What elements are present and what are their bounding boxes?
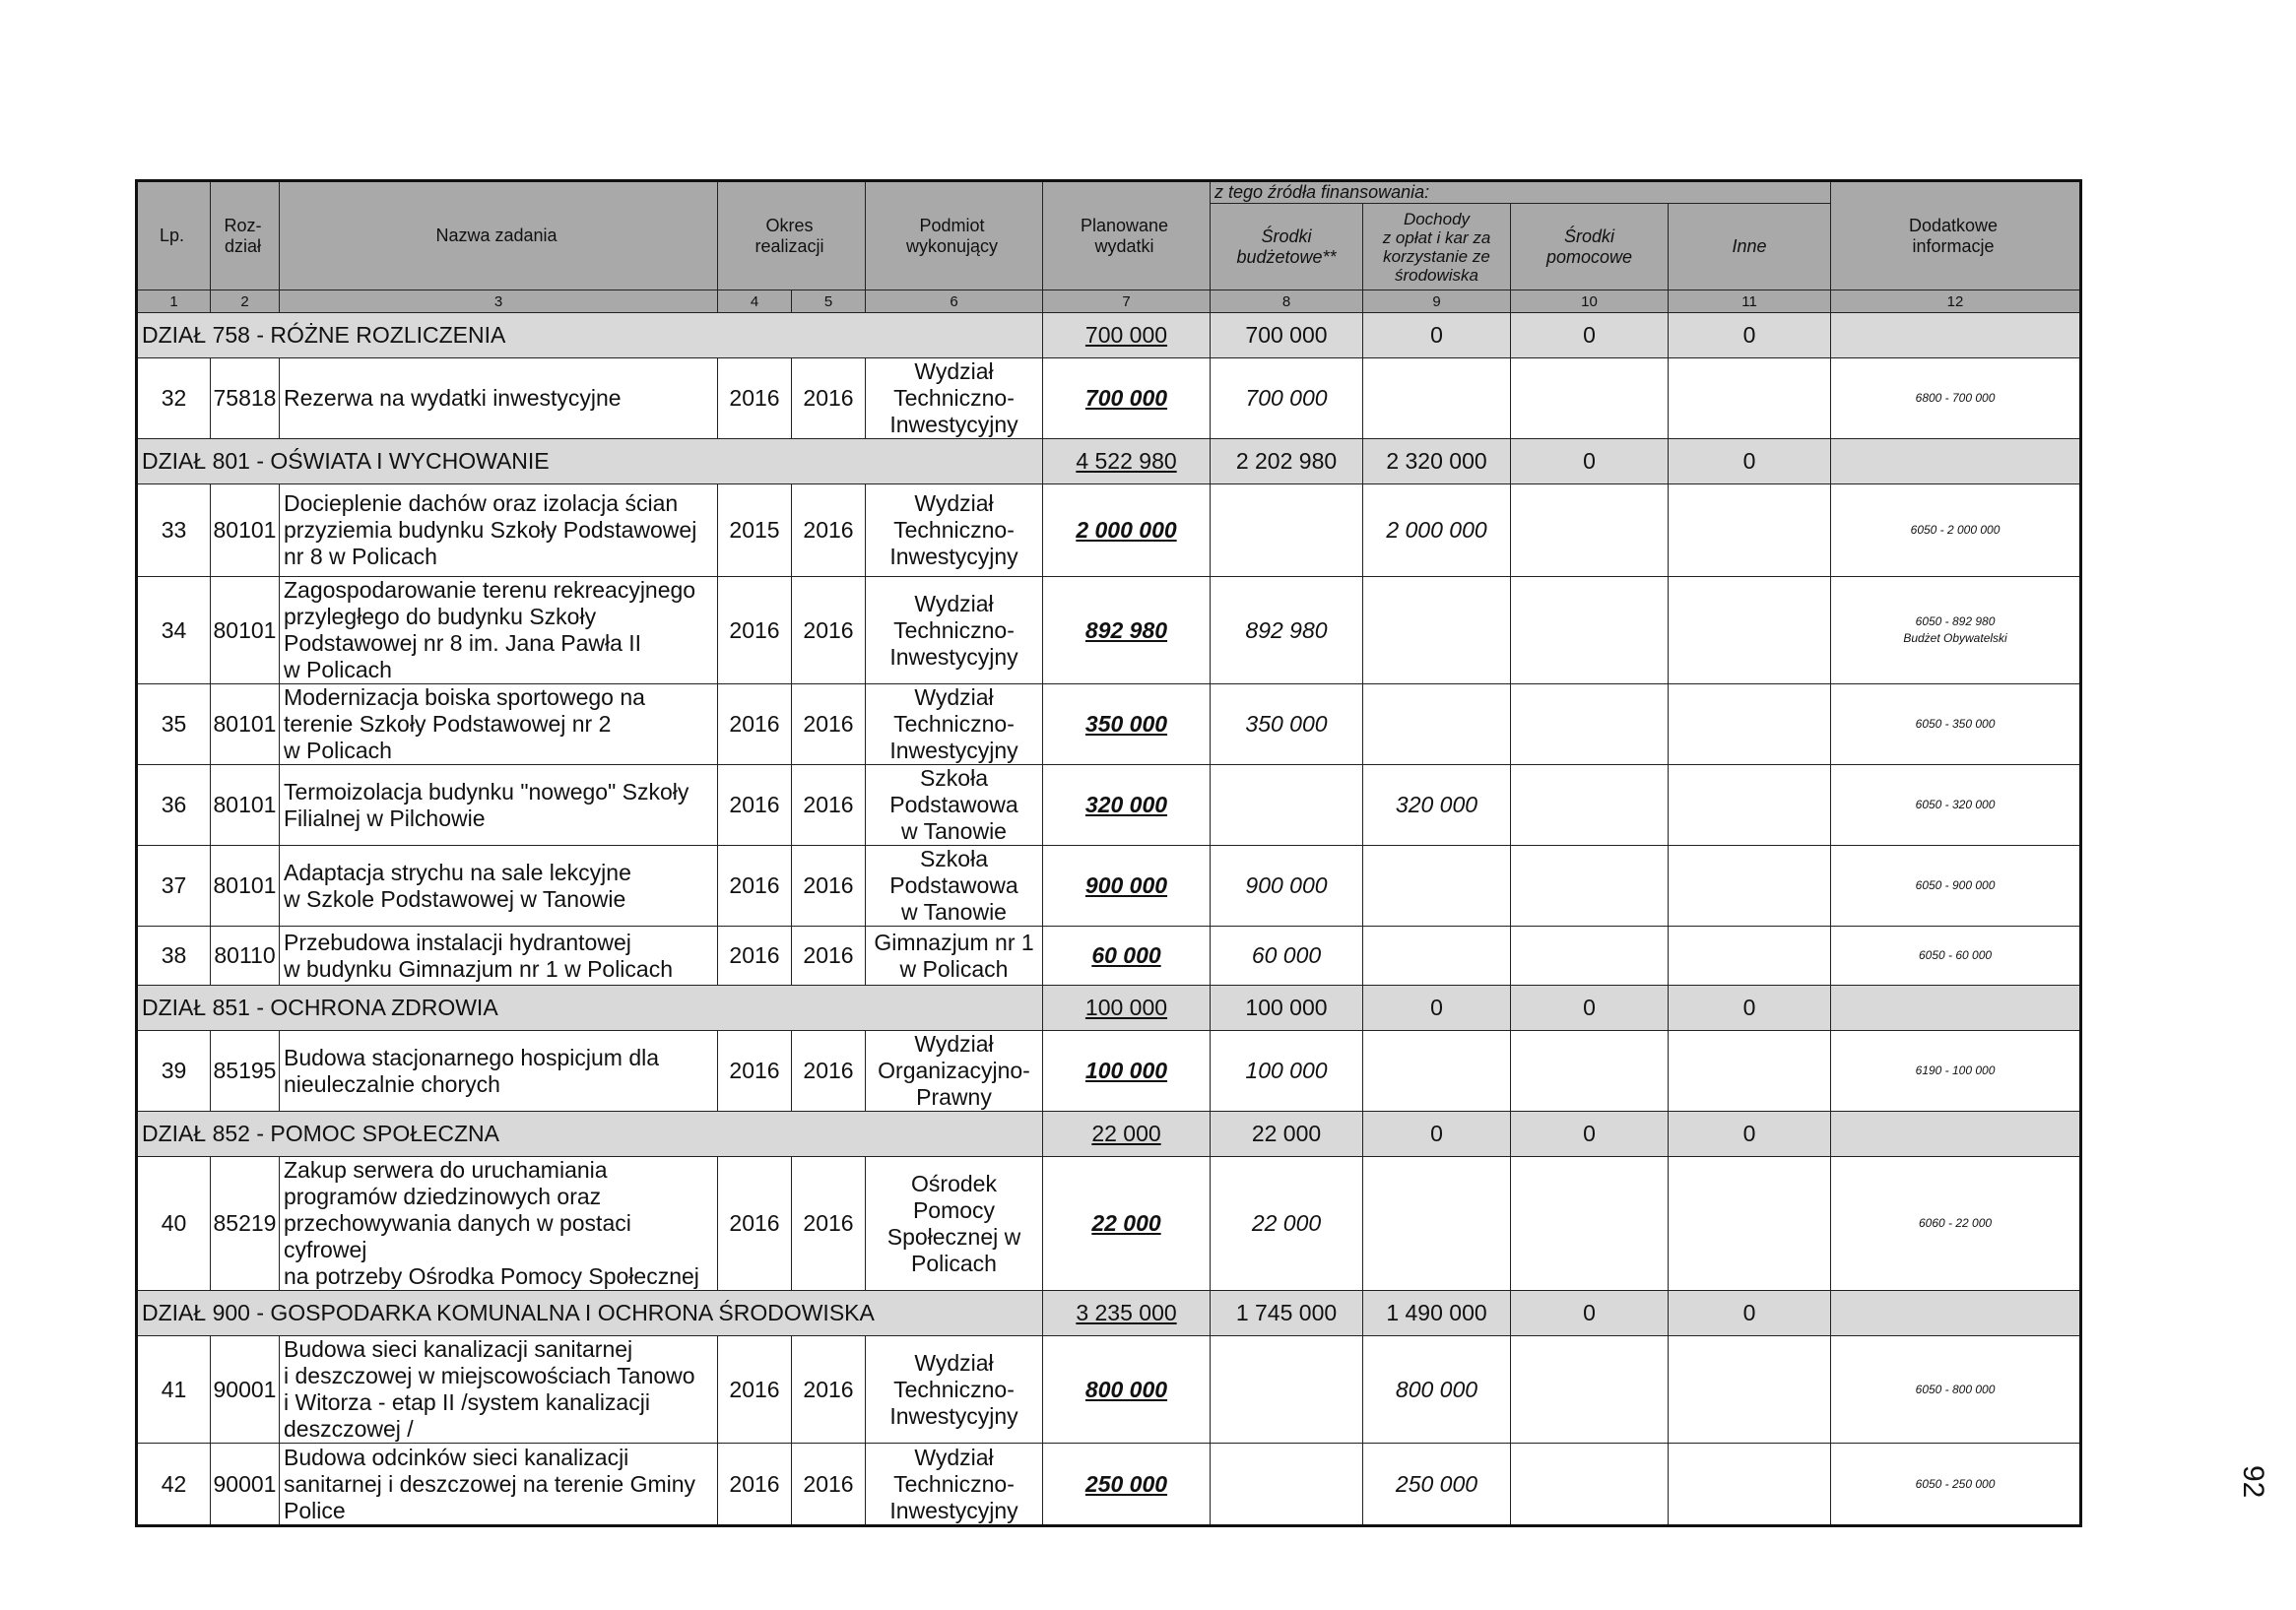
- cell-okres-do: 2016: [792, 358, 866, 439]
- section-info: [1831, 1112, 2081, 1157]
- section-budzetowe: 100 000: [1211, 986, 1363, 1031]
- info-classification: 6050 - 892 980: [1915, 614, 1996, 628]
- cell-podmiot: Ośrodek Pomocy Społecznej w Policach: [866, 1157, 1043, 1291]
- section-dochody: 2 320 000: [1363, 439, 1511, 484]
- cell-info: [1831, 684, 2081, 765]
- cell-planowane: 100 000: [1043, 1031, 1211, 1112]
- cell-inne: [1669, 927, 1831, 986]
- section-budzetowe: 22 000: [1211, 1112, 1363, 1157]
- cell-inne: [1669, 846, 1831, 927]
- cell-budzetowe: 350 000: [1211, 684, 1363, 765]
- col-number: 1: [137, 290, 211, 313]
- table-row: [137, 484, 2081, 577]
- col-number: 12: [1831, 290, 2081, 313]
- table-body: [137, 313, 2081, 1526]
- cell-rozdzial: 80101: [211, 577, 280, 684]
- cell-okres-od: 2016: [718, 846, 792, 927]
- header-planowane: Planowane wydatki: [1043, 181, 1211, 290]
- cell-dochody: 800 000: [1363, 1336, 1511, 1444]
- cell-lp: 33: [137, 484, 211, 577]
- info-classification: 6050 - 320 000: [1915, 798, 1996, 811]
- cell-planowane: 2 000 000: [1043, 484, 1211, 577]
- cell-budzetowe: [1211, 484, 1363, 577]
- info-classification: 6050 - 350 000: [1915, 717, 1996, 731]
- cell-okres-od: 2016: [718, 1157, 792, 1291]
- cell-pomocowe: [1511, 1157, 1669, 1291]
- table-row: [137, 1336, 2081, 1444]
- cell-podmiot: Wydział Techniczno- Inwestycyjny: [866, 358, 1043, 439]
- cell-pomocowe: [1511, 765, 1669, 846]
- section-info: [1831, 313, 2081, 358]
- cell-podmiot: Wydział Techniczno- Inwestycyjny: [866, 1336, 1043, 1444]
- cell-planowane: 250 000: [1043, 1444, 1211, 1526]
- cell-okres-do: 2016: [792, 684, 866, 765]
- cell-podmiot: Szkoła Podstawowa w Tanowie: [866, 846, 1043, 927]
- header-source-group: z tego źródła finansowania:: [1211, 181, 1831, 204]
- section-dochody: 0: [1363, 986, 1511, 1031]
- section-planowane: 4 522 980: [1043, 439, 1211, 484]
- cell-lp: 36: [137, 765, 211, 846]
- cell-rozdzial: 80101: [211, 684, 280, 765]
- section-pomocowe: 0: [1511, 313, 1669, 358]
- cell-pomocowe: [1511, 846, 1669, 927]
- cell-info: [1831, 577, 2081, 684]
- cell-pomocowe: [1511, 577, 1669, 684]
- cell-okres-do: 2016: [792, 1336, 866, 1444]
- cell-inne: [1669, 1336, 1831, 1444]
- header-podmiot: Podmiot wykonujący: [866, 181, 1043, 290]
- cell-inne: [1669, 358, 1831, 439]
- cell-okres-od: 2016: [718, 1336, 792, 1444]
- cell-nazwa: Modernizacja boiska sportowego na terenie Szkoły Podstawowej nr 2 w Policach: [280, 684, 718, 765]
- cell-nazwa: Budowa sieci kanalizacji sanitarnej i deszczowej w miejscowościach Tanowo i Witorza - etap II /system kanalizacji deszczowej /: [280, 1336, 718, 1444]
- table-row: [137, 1444, 2081, 1526]
- section-row: [137, 1291, 2081, 1336]
- cell-planowane: 700 000: [1043, 358, 1211, 439]
- cell-rozdzial: 75818: [211, 358, 280, 439]
- cell-dochody: [1363, 927, 1511, 986]
- header-dochody: Dochody z opłat i kar za korzystanie ze środowiska: [1363, 204, 1511, 290]
- info-classification: 6050 - 900 000: [1915, 878, 1996, 892]
- cell-dochody: 250 000: [1363, 1444, 1511, 1526]
- section-pomocowe: 0: [1511, 439, 1669, 484]
- cell-nazwa: Budowa odcinków sieci kanalizacji sanitarnej i deszczowej na terenie Gminy Police: [280, 1444, 718, 1526]
- cell-budzetowe: [1211, 1444, 1363, 1526]
- cell-inne: [1669, 484, 1831, 577]
- section-inne: 0: [1669, 986, 1831, 1031]
- cell-okres-do: 2016: [792, 846, 866, 927]
- col-number: 11: [1669, 290, 1831, 313]
- section-info: [1831, 1291, 2081, 1336]
- cell-lp: 35: [137, 684, 211, 765]
- section-dochody: 0: [1363, 1112, 1511, 1157]
- cell-dochody: [1363, 684, 1511, 765]
- table-row: [137, 846, 2081, 927]
- col-number: 10: [1511, 290, 1669, 313]
- cell-budzetowe: 22 000: [1211, 1157, 1363, 1291]
- cell-podmiot: Wydział Techniczno- Inwestycyjny: [866, 684, 1043, 765]
- cell-pomocowe: [1511, 927, 1669, 986]
- col-number: 4: [718, 290, 792, 313]
- cell-rozdzial: 90001: [211, 1336, 280, 1444]
- cell-rozdzial: 90001: [211, 1444, 280, 1526]
- cell-okres-od: 2016: [718, 358, 792, 439]
- cell-nazwa: Adaptacja strychu na sale lekcyjne w Szkole Podstawowej w Tanowie: [280, 846, 718, 927]
- header-dodatkowe: Dodatkowe informacje: [1831, 181, 2081, 290]
- cell-lp: 39: [137, 1031, 211, 1112]
- cell-planowane: 60 000: [1043, 927, 1211, 986]
- section-planowane: 700 000: [1043, 313, 1211, 358]
- cell-budzetowe: [1211, 765, 1363, 846]
- cell-okres-do: 2016: [792, 927, 866, 986]
- section-row: [137, 439, 2081, 484]
- cell-pomocowe: [1511, 1444, 1669, 1526]
- cell-nazwa: Budowa stacjonarnego hospicjum dla nieuleczalnie chorych: [280, 1031, 718, 1112]
- cell-lp: 40: [137, 1157, 211, 1291]
- section-pomocowe: 0: [1511, 986, 1669, 1031]
- cell-nazwa: Zagospodarowanie terenu rekreacyjnego przyległego do budynku Szkoły Podstawowej nr 8 im. Jana Pawła II w Policach: [280, 577, 718, 684]
- header-inne: Inne: [1669, 204, 1831, 290]
- section-budzetowe: 2 202 980: [1211, 439, 1363, 484]
- cell-dochody: [1363, 846, 1511, 927]
- cell-nazwa: Przebudowa instalacji hydrantowej w budynku Gimnazjum nr 1 w Policach: [280, 927, 718, 986]
- investment-table: [135, 179, 2082, 1527]
- section-budzetowe: 1 745 000: [1211, 1291, 1363, 1336]
- cell-inne: [1669, 765, 1831, 846]
- section-pomocowe: 0: [1511, 1291, 1669, 1336]
- cell-podmiot: Gimnazjum nr 1 w Policach: [866, 927, 1043, 986]
- section-inne: 0: [1669, 439, 1831, 484]
- cell-info: [1831, 484, 2081, 577]
- cell-pomocowe: [1511, 484, 1669, 577]
- cell-dochody: [1363, 1157, 1511, 1291]
- section-dochody: 0: [1363, 313, 1511, 358]
- col-number: 5: [792, 290, 866, 313]
- cell-rozdzial: 80101: [211, 765, 280, 846]
- cell-lp: 37: [137, 846, 211, 927]
- table-row: [137, 927, 2081, 986]
- cell-okres-od: 2016: [718, 577, 792, 684]
- cell-dochody: [1363, 1031, 1511, 1112]
- section-planowane: 22 000: [1043, 1112, 1211, 1157]
- cell-budzetowe: 900 000: [1211, 846, 1363, 927]
- cell-nazwa: Docieplenie dachów oraz izolacja ścian przyziemia budynku Szkoły Podstawowej nr 8 w Policach: [280, 484, 718, 577]
- section-row: [137, 1112, 2081, 1157]
- section-info: [1831, 986, 2081, 1031]
- info-classification: 6050 - 800 000: [1915, 1382, 1996, 1396]
- info-classification: 6050 - 2 000 000: [1910, 523, 2001, 537]
- col-number: 8: [1211, 290, 1363, 313]
- cell-info: [1831, 1031, 2081, 1112]
- cell-nazwa: Termoizolacja budynku "nowego" Szkoły Filialnej w Pilchowie: [280, 765, 718, 846]
- col-number: 9: [1363, 290, 1511, 313]
- col-number: 6: [866, 290, 1043, 313]
- table-row: [137, 684, 2081, 765]
- header-okres: Okres realizacji: [718, 181, 866, 290]
- cell-info: [1831, 1336, 2081, 1444]
- info-note: Budżet Obywatelski: [1903, 631, 2007, 645]
- cell-okres-do: 2016: [792, 577, 866, 684]
- section-pomocowe: 0: [1511, 1112, 1669, 1157]
- cell-podmiot: Wydział Organizacyjno- Prawny: [866, 1031, 1043, 1112]
- section-row: [137, 313, 2081, 358]
- cell-planowane: 892 980: [1043, 577, 1211, 684]
- cell-okres-od: 2015: [718, 484, 792, 577]
- info-classification: 6060 - 22 000: [1918, 1216, 1993, 1230]
- cell-info: [1831, 927, 2081, 986]
- cell-rozdzial: 85195: [211, 1031, 280, 1112]
- section-row: [137, 986, 2081, 1031]
- column-number-row: [137, 290, 2081, 313]
- cell-dochody: 2 000 000: [1363, 484, 1511, 577]
- header-nazwa: Nazwa zadania: [280, 181, 718, 290]
- cell-lp: 41: [137, 1336, 211, 1444]
- info-classification: 6800 - 700 000: [1915, 391, 1996, 405]
- header-rozdzial: Roz- dział: [211, 181, 280, 290]
- cell-rozdzial: 80110: [211, 927, 280, 986]
- cell-okres-od: 2016: [718, 684, 792, 765]
- table-row: [137, 1157, 2081, 1291]
- info-classification: 6050 - 250 000: [1915, 1476, 1996, 1491]
- section-planowane: 3 235 000: [1043, 1291, 1211, 1336]
- section-title: DZIAŁ 758 - RÓŻNE ROZLICZENIA: [137, 313, 1043, 358]
- cell-lp: 38: [137, 927, 211, 986]
- cell-okres-do: 2016: [792, 765, 866, 846]
- cell-podmiot: Wydział Techniczno- Inwestycyjny: [866, 484, 1043, 577]
- cell-budzetowe: 892 980: [1211, 577, 1363, 684]
- col-number: 7: [1043, 290, 1211, 313]
- cell-okres-do: 2016: [792, 1444, 866, 1526]
- cell-okres-od: 2016: [718, 765, 792, 846]
- section-info: [1831, 439, 2081, 484]
- section-title: DZIAŁ 801 - OŚWIATA I WYCHOWANIE: [137, 439, 1043, 484]
- cell-budzetowe: [1211, 1336, 1363, 1444]
- header-srodki-budzetowe: Środki budżetowe**: [1211, 204, 1363, 290]
- cell-budzetowe: 60 000: [1211, 927, 1363, 986]
- cell-lp: 42: [137, 1444, 211, 1526]
- section-title: DZIAŁ 900 - GOSPODARKA KOMUNALNA I OCHRONA ŚRODOWISKA: [137, 1291, 1043, 1336]
- cell-pomocowe: [1511, 684, 1669, 765]
- cell-inne: [1669, 684, 1831, 765]
- cell-pomocowe: [1511, 1336, 1669, 1444]
- cell-podmiot: Szkoła Podstawowa w Tanowie: [866, 765, 1043, 846]
- cell-info: [1831, 765, 2081, 846]
- cell-nazwa: Zakup serwera do uruchamiania programów dziedzinowych oraz przechowywania danych w postaci cyfrowej na potrzeby Ośrodka Pomocy Społecznej: [280, 1157, 718, 1291]
- section-inne: 0: [1669, 1291, 1831, 1336]
- cell-okres-do: 2016: [792, 1157, 866, 1291]
- cell-rozdzial: 80101: [211, 846, 280, 927]
- cell-pomocowe: [1511, 1031, 1669, 1112]
- cell-dochody: [1363, 358, 1511, 439]
- col-number: 2: [211, 290, 280, 313]
- cell-okres-od: 2016: [718, 1444, 792, 1526]
- cell-info: [1831, 846, 2081, 927]
- cell-okres-do: 2016: [792, 1031, 866, 1112]
- header-lp: Lp.: [137, 181, 211, 290]
- cell-rozdzial: 85219: [211, 1157, 280, 1291]
- cell-budzetowe: 700 000: [1211, 358, 1363, 439]
- cell-inne: [1669, 1157, 1831, 1291]
- col-number: 3: [280, 290, 718, 313]
- cell-inne: [1669, 1031, 1831, 1112]
- cell-podmiot: Wydział Techniczno- Inwestycyjny: [866, 1444, 1043, 1526]
- info-classification: 6190 - 100 000: [1915, 1063, 1996, 1077]
- page-number: 92: [2237, 1465, 2269, 1499]
- cell-podmiot: Wydział Techniczno- Inwestycyjny: [866, 577, 1043, 684]
- table-row: [137, 577, 2081, 684]
- cell-info: [1831, 358, 2081, 439]
- cell-inne: [1669, 1444, 1831, 1526]
- cell-okres-od: 2016: [718, 1031, 792, 1112]
- cell-budzetowe: 100 000: [1211, 1031, 1363, 1112]
- cell-planowane: 800 000: [1043, 1336, 1211, 1444]
- section-planowane: 100 000: [1043, 986, 1211, 1031]
- cell-dochody: 320 000: [1363, 765, 1511, 846]
- cell-planowane: 900 000: [1043, 846, 1211, 927]
- cell-lp: 32: [137, 358, 211, 439]
- cell-planowane: 320 000: [1043, 765, 1211, 846]
- table-row: [137, 1031, 2081, 1112]
- table-row: [137, 358, 2081, 439]
- section-dochody: 1 490 000: [1363, 1291, 1511, 1336]
- header-srodki-pomocowe: Środki pomocowe: [1511, 204, 1669, 290]
- info-classification: 6050 - 60 000: [1918, 948, 1993, 962]
- section-inne: 0: [1669, 1112, 1831, 1157]
- cell-lp: 34: [137, 577, 211, 684]
- section-title: DZIAŁ 851 - OCHRONA ZDROWIA: [137, 986, 1043, 1031]
- cell-info: [1831, 1444, 2081, 1526]
- cell-rozdzial: 80101: [211, 484, 280, 577]
- cell-inne: [1669, 577, 1831, 684]
- cell-planowane: 350 000: [1043, 684, 1211, 765]
- section-title: DZIAŁ 852 - POMOC SPOŁECZNA: [137, 1112, 1043, 1157]
- section-inne: 0: [1669, 313, 1831, 358]
- cell-dochody: [1363, 577, 1511, 684]
- cell-okres-do: 2016: [792, 484, 866, 577]
- table-row: [137, 765, 2081, 846]
- cell-planowane: 22 000: [1043, 1157, 1211, 1291]
- cell-okres-od: 2016: [718, 927, 792, 986]
- section-budzetowe: 700 000: [1211, 313, 1363, 358]
- cell-info: [1831, 1157, 2081, 1291]
- cell-pomocowe: [1511, 358, 1669, 439]
- cell-nazwa: Rezerwa na wydatki inwestycyjne: [280, 358, 718, 439]
